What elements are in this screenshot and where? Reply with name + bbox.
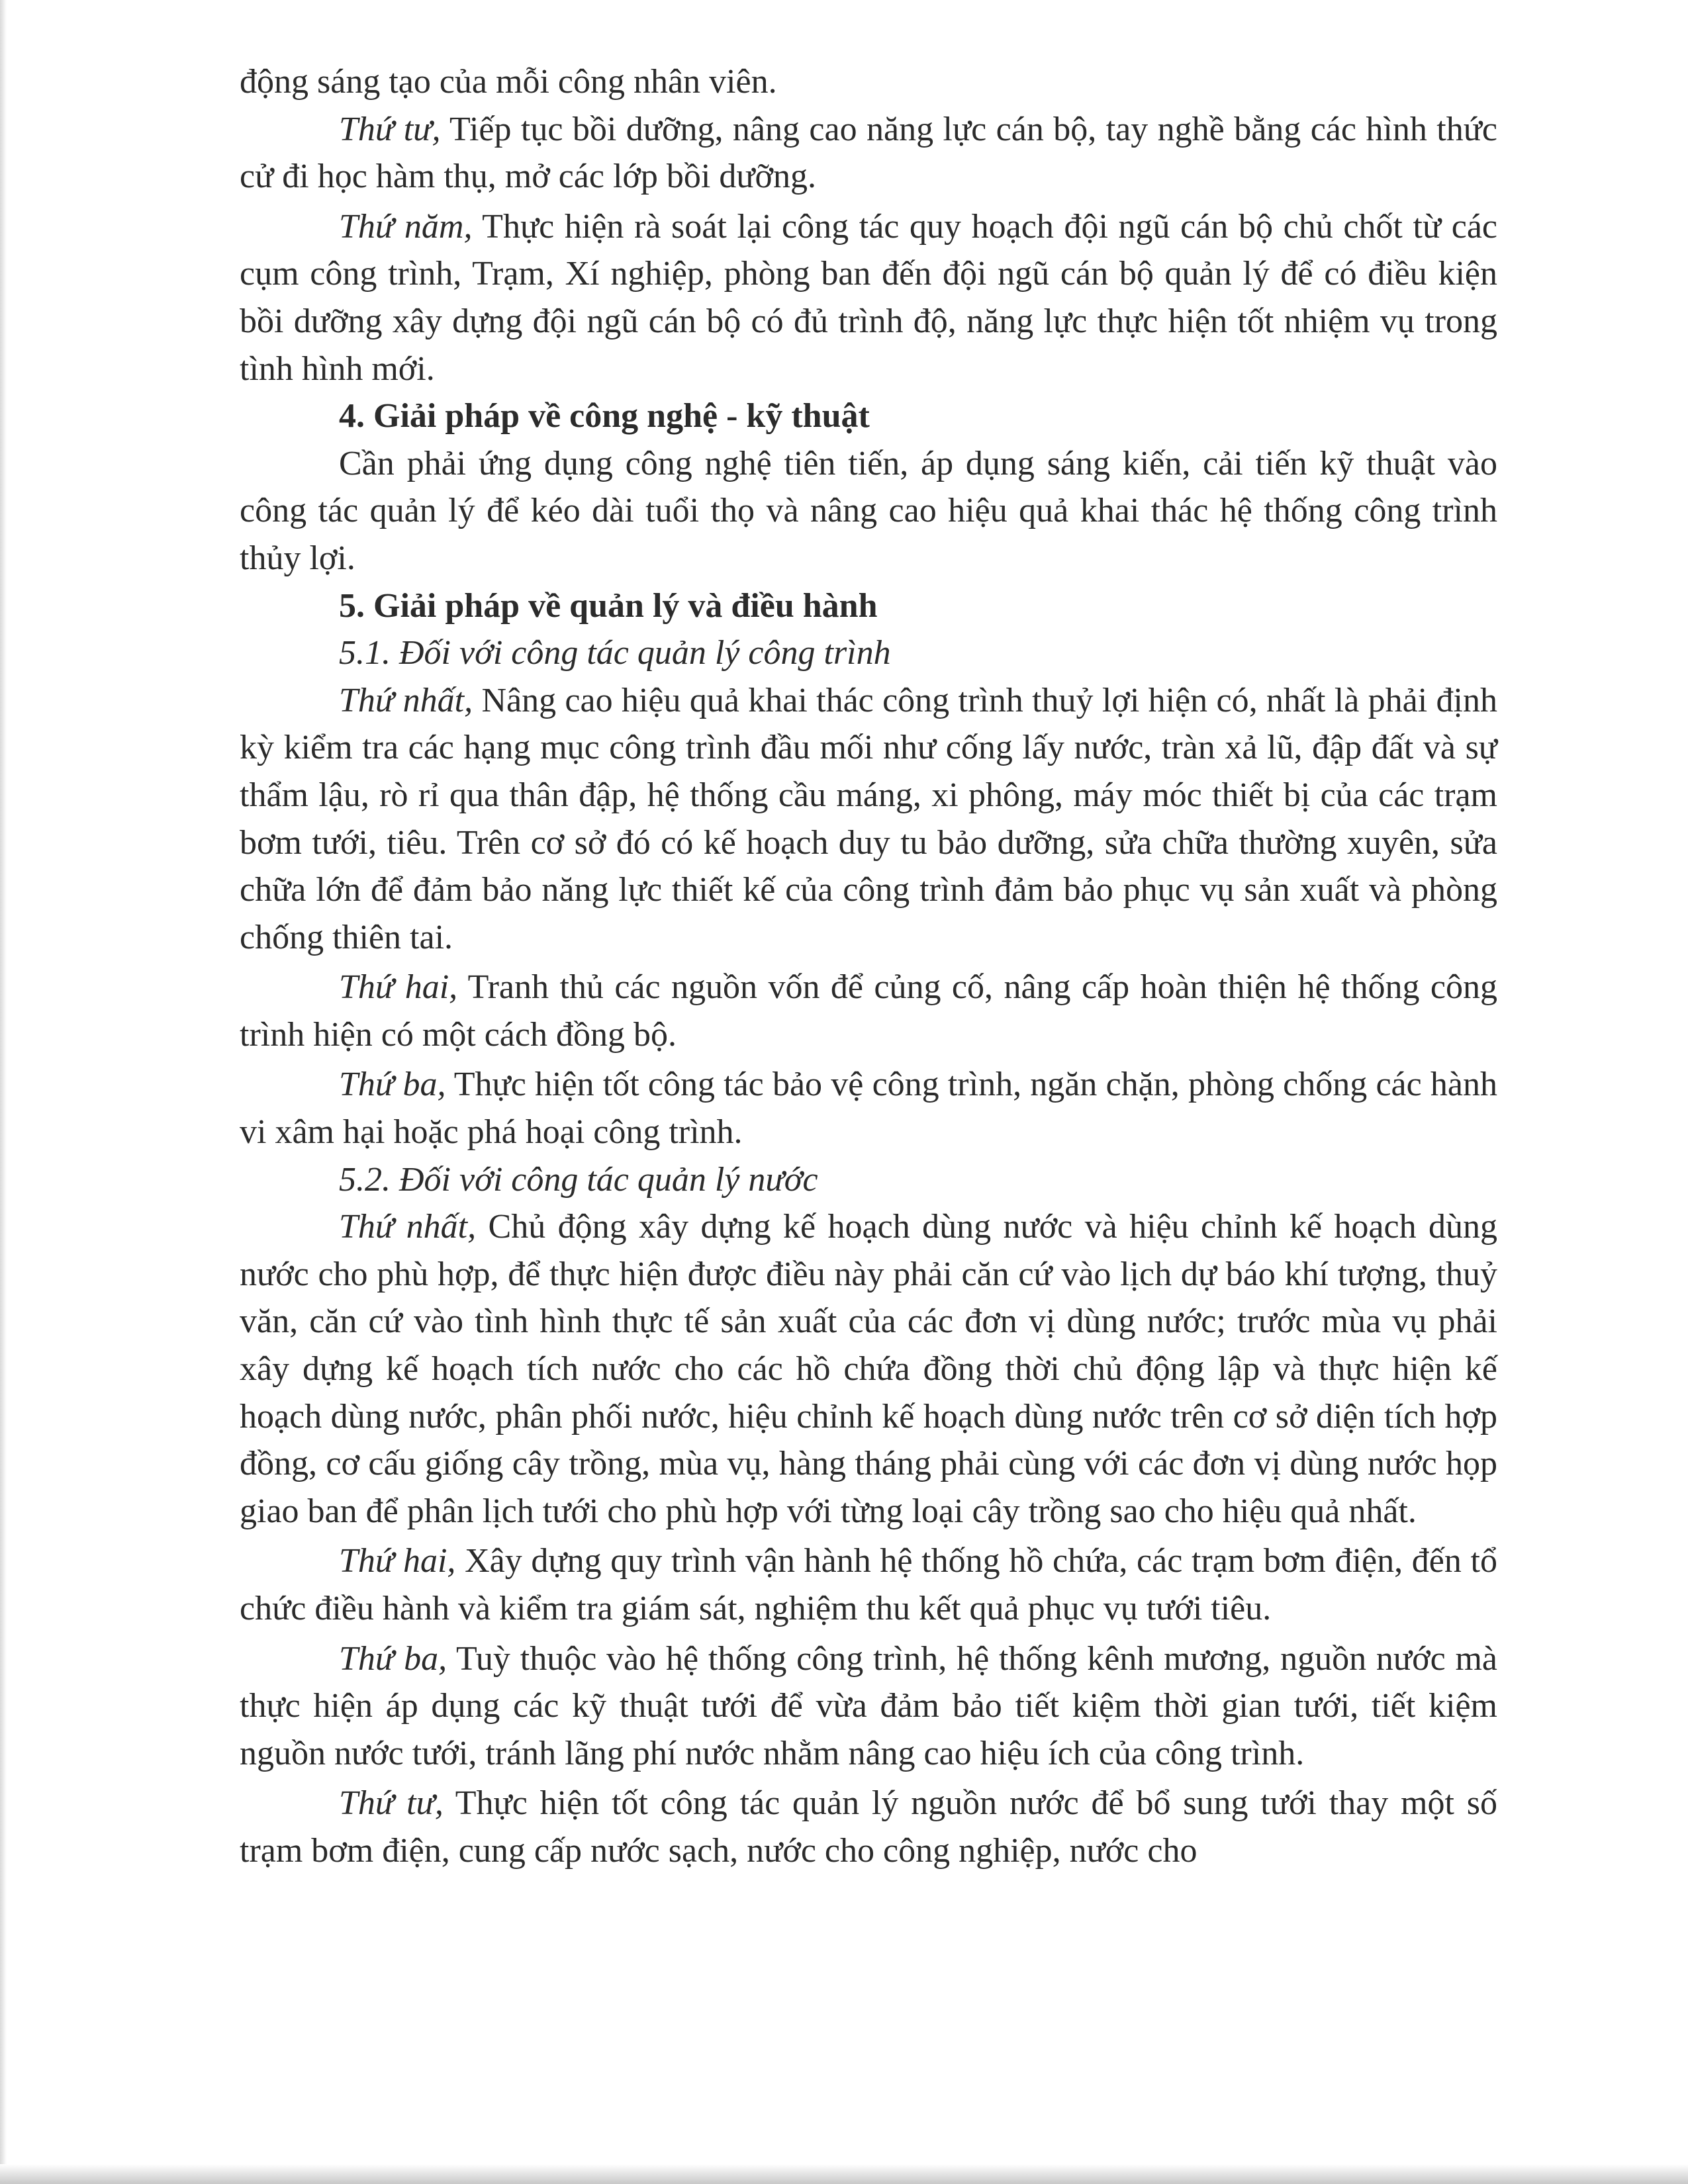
- paragraph-thu-hai-operation: [240, 1537, 1497, 1632]
- paragraph-text: Thực hiện rà soát lại công tác quy hoạch đội ngũ cán bộ chủ chốt từ các cụm công trình, Trạm, Xí nghiệp, phòng ban đến đội ngũ cán bộ quản lý để có điều kiện bồi dưỡng xây dựng đội ngũ cán bộ có đủ trình độ, năng lực thực hiện tốt nhiệm vụ trong tình hình mới.: [240, 207, 1497, 388]
- paragraph-thu-hai-funding: [240, 964, 1497, 1058]
- paragraph-text: Nâng cao hiệu quả khai thác công trình thuỷ lợi hiện có, nhất là phải định kỳ kiểm tra các hạng mục công trình đầu mối như cống lấy nước, tràn xả lũ, đập đất và sự thẩm lậu, rò rỉ qua thân đập, hệ thống cầu máng, xi phông, máy móc thiết bị của các trạm bơm tưới, tiêu. Trên cơ sở đó có kế hoạch duy tu bảo dưỡng, sửa chữa thường xuyên, sửa chữa lớn để đảm bảo năng lực thiết kế của công trình đảm bảo phục vụ sản xuất và phòng chống thiên tai.: [240, 681, 1497, 956]
- scan-bottom-edge: [0, 2164, 1688, 2184]
- paragraph-lead: Thứ hai,: [339, 1542, 456, 1580]
- paragraph-lead: Thứ ba,: [339, 1639, 447, 1678]
- paragraph-lead: Thứ nhất,: [339, 1208, 477, 1246]
- paragraph-text: Thực hiện tốt công tác bảo vệ công trình, ngăn chặn, phòng chống các hành vi xâm hại hoặc phá hoại công trình.: [240, 1066, 1497, 1152]
- paragraph-thu-ba-protection: [240, 1061, 1497, 1156]
- scan-left-edge: [0, 0, 7, 2184]
- paragraph-technology: [240, 440, 1497, 582]
- paragraph-thu-nhat-water: [240, 1203, 1497, 1535]
- section-heading-5: 5. Giải pháp về quản lý và điều hành: [339, 586, 878, 625]
- paragraph-continuation: [240, 58, 1497, 106]
- paragraph-thu-nhat-works: [240, 677, 1497, 962]
- paragraph-text: Tiếp tục bồi dưỡng, nâng cao năng lực cán bộ, tay nghề bằng các hình thức cử đi học hàm thụ, mở các lớp bồi dưỡng.: [240, 110, 1497, 196]
- paragraph-thu-tu-water-source: [240, 1780, 1497, 1874]
- paragraph-lead: Thứ tư,: [339, 1784, 444, 1823]
- subsection-heading-5-2: 5.2. Đối với công tác quản lý nước: [339, 1160, 818, 1199]
- paragraph-lead: Thứ hai,: [339, 968, 458, 1007]
- paragraph-text: động sáng tạo của mỗi công nhân viên.: [240, 63, 777, 101]
- paragraph-lead: Thứ năm,: [339, 207, 473, 246]
- paragraph-text: Tuỳ thuộc vào hệ thống công trình, hệ thống kênh mương, nguồn nước mà thực hiện áp dụng các kỹ thuật tưới để vừa đảm bảo tiết kiệm thời gian tưới, tiết kiệm nguồn nước tưới, tránh lãng phí nước nhằm nâng cao hiệu ích của công trình.: [240, 1639, 1498, 1772]
- document-page: [240, 58, 1497, 1875]
- paragraph-lead: Thứ nhất,: [339, 681, 473, 719]
- paragraph-thu-ba-irrigation: [240, 1635, 1497, 1778]
- paragraph-text: Tranh thủ các nguồn vốn để củng cố, nâng cấp hoàn thiện hệ thống công trình hiện có một cách đồng bộ.: [240, 968, 1497, 1054]
- paragraph-lead: Thứ tư,: [339, 110, 441, 148]
- paragraph-thu-nam-planning: [240, 203, 1497, 392]
- paragraph-text: Xây dựng quy trình vận hành hệ thống hồ chứa, các trạm bơm điện, đến tổ chức điều hành và kiểm tra giám sát, nghiệm thu kết quả phục vụ tưới tiêu.: [240, 1542, 1497, 1627]
- paragraph-lead: Thứ ba,: [339, 1066, 446, 1104]
- section-heading-4: 4. Giải pháp về công nghệ - kỹ thuật: [339, 397, 870, 435]
- paragraph-text: Cần phải ứng dụng công nghệ tiên tiến, áp dụng sáng kiến, cải tiến kỹ thuật vào công tác quản lý để kéo dài tuổi thọ và nâng cao hiệu quả khai thác hệ thống công trình thủy lợi.: [240, 444, 1497, 577]
- subsection-heading-5-1: 5.1. Đối với công tác quản lý công trình: [339, 634, 891, 672]
- paragraph-text: Chủ động xây dựng kế hoạch dùng nước và hiệu chỉnh kế hoạch dùng nước cho phù hợp, để thực hiện được điều này phải căn cứ vào lịch dự báo khí tượng, thuỷ văn, căn cứ vào tình hình thực tế sản xuất của các đơn vị dùng nước; trước mùa vụ phải xây dựng kế hoạch tích nước cho các hồ chứa đồng thời chủ động lập và thực hiện kế hoạch dùng nước, phân phối nước, hiệu chỉnh kế hoạch dùng nước trên cơ sở diện tích hợp đồng, cơ cấu giống cây trồng, mùa vụ, hàng tháng phải cùng với các đơn vị dùng nước họp giao ban để phân lịch tưới cho phù hợp với từng loại cây trồng sao cho hiệu quả nhất.: [240, 1208, 1497, 1530]
- paragraph-thu-tu-training: [240, 106, 1497, 201]
- paragraph-text: Thực hiện tốt công tác quản lý nguồn nước để bổ sung tưới thay một số trạm bơm điện, cung cấp nước sạch, nước cho công nghiệp, nước cho: [240, 1784, 1497, 1870]
